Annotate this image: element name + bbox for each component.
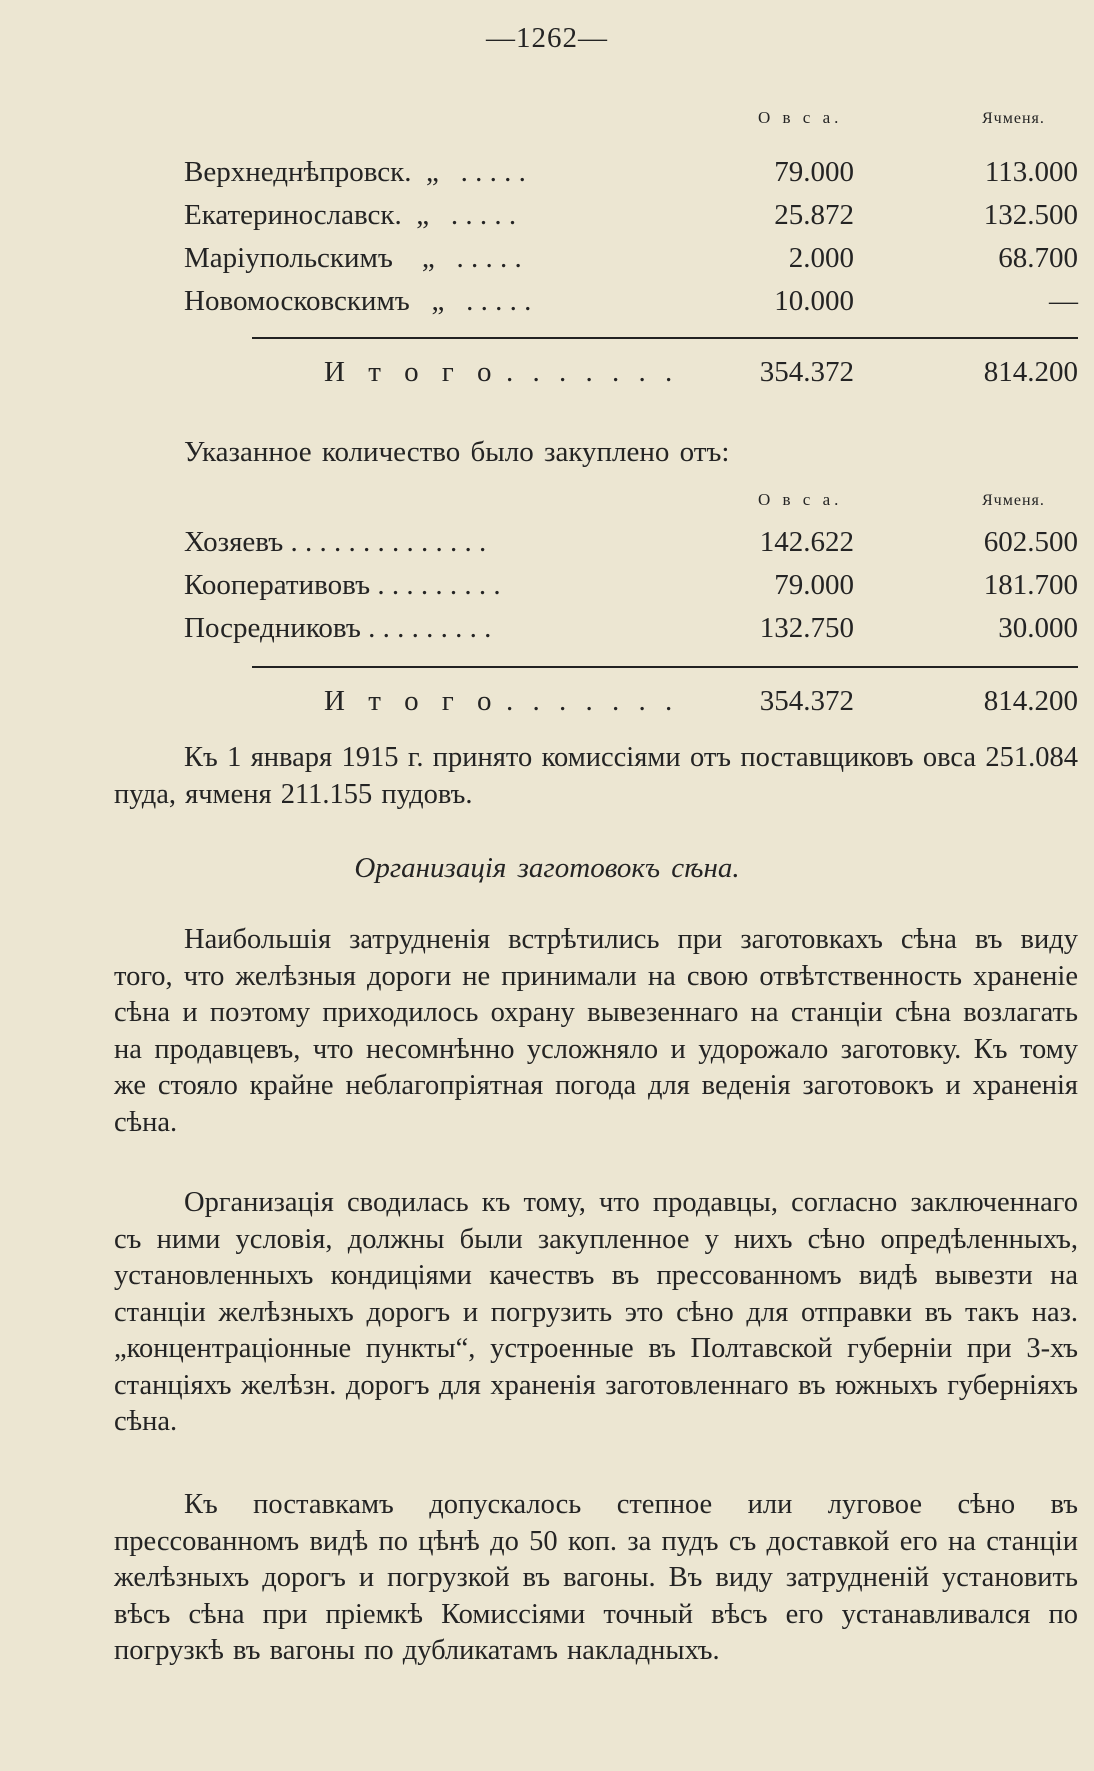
total-label: И т о г о: [324, 356, 500, 388]
column-header-oats: О в с а.: [758, 108, 843, 127]
intro-line: Указанное количество было закуплено отъ:: [184, 436, 730, 468]
row-oats-value: 132.750: [759, 612, 854, 644]
total-oats-value: 354.372: [759, 685, 854, 717]
row-barley-value: 602.500: [983, 526, 1078, 558]
row-oats-value: 2.000: [788, 242, 854, 274]
table-row: [184, 281, 1078, 321]
row-label: Екатеринославск. „ . . . . .: [184, 199, 517, 231]
page-number: —1262—: [486, 22, 608, 54]
section-title: Организація заготовокъ сѣна.: [354, 852, 740, 884]
row-label: Верхнеднѣпровск. „ . . . . .: [184, 156, 526, 188]
row-oats-value: 79.000: [774, 569, 854, 601]
total-label: И т о г о: [324, 685, 500, 717]
total-divider: [252, 337, 1078, 339]
table-row: [184, 238, 1078, 278]
total-leader-dots: . . . . . . .: [506, 685, 679, 717]
table-row: [184, 152, 1078, 192]
row-barley-value: 68.700: [998, 242, 1078, 274]
total-barley-value: 814.200: [983, 356, 1078, 388]
table-row: [184, 522, 1078, 562]
row-label: Посредниковъ . . . . . . . . .: [184, 612, 492, 644]
row-oats-value: 142.622: [759, 526, 854, 558]
total-leader-dots: . . . . . . .: [506, 356, 679, 388]
table-row: [184, 608, 1078, 648]
total-row: [184, 352, 1078, 392]
row-oats-value: 79.000: [774, 156, 854, 188]
body-paragraph: Къ поставкамъ допускалось степное или луговое сѣно въ прессованномъ видѣ по цѣнѣ до 50 коп. за пудъ съ доставкой его на станціи желѣзныхъ дорогъ и погрузкой въ вагоны. Въ виду затрудненій установить вѣсъ сѣна при пріемкѣ Комиссіями точный вѣсъ его устанавливался по погрузкѣ въ вагоны по дубликатамъ накладныхъ.: [114, 1489, 1078, 1666]
row-label: Новомосковскимъ „ . . . . .: [184, 285, 532, 317]
note-paragraph: Къ 1 января 1915 г. принято комиссіями отъ поставщиковъ овса 251.084 пуда, ячменя 211.155 пудовъ.: [114, 742, 1078, 810]
body-paragraph: Организація сводилась къ тому, что продавцы, согласно заключеннаго съ ними условія, должны были закупленное у нихъ сѣно опредѣленныхъ, установленныхъ кондиціями качествъ въ прессованномъ видѣ вывезти на станціи желѣзныхъ дорогъ и погрузить это сѣно для отправки въ такъ наз. „концентраціонные пункты“, устроенные въ Полтавской губерніи при 3-хъ станціяхъ желѣзн. дорогъ для храненія заготовленнаго въ южныхъ губерніяхъ сѣна.: [114, 1187, 1078, 1437]
total-row: [184, 681, 1078, 721]
total-barley-value: 814.200: [983, 685, 1078, 717]
table-row: [184, 565, 1078, 605]
row-barley-value: 113.000: [984, 156, 1078, 188]
row-barley-value: 132.500: [983, 199, 1078, 231]
row-oats-value: 25.872: [774, 199, 854, 231]
row-barley-value: 181.700: [983, 569, 1078, 601]
row-label: Кооперативовъ . . . . . . . . .: [184, 569, 501, 601]
row-oats-value: 10.000: [774, 285, 854, 317]
total-oats-value: 354.372: [759, 356, 854, 388]
column-header-oats: О в с а.: [758, 490, 843, 509]
row-label: Маріупольскимъ „ . . . . .: [184, 242, 522, 274]
table-row: [184, 195, 1078, 235]
column-header-barley: Ячменя.: [982, 110, 1045, 127]
row-barley-value: 30.000: [998, 612, 1078, 644]
total-divider: [252, 666, 1078, 668]
row-barley-value: —: [1049, 285, 1078, 317]
body-paragraph: Наибольшія затрудненія встрѣтились при заготовкахъ сѣна въ виду того, что желѣзныя дороги не принимали на свою отвѣтственность храненіе сѣна и поэтому приходилось охрану вывезеннаго на станціи сѣна возлагать на продавцевъ, что несомнѣнно усложняло и удорожало заготовку. Къ тому же стояло крайне неблагопріятная погода для веденія заготовокъ и храненія сѣна.: [114, 924, 1078, 1138]
column-header-barley: Ячменя.: [982, 492, 1045, 509]
row-label: Хозяевъ . . . . . . . . . . . . . .: [184, 526, 487, 558]
